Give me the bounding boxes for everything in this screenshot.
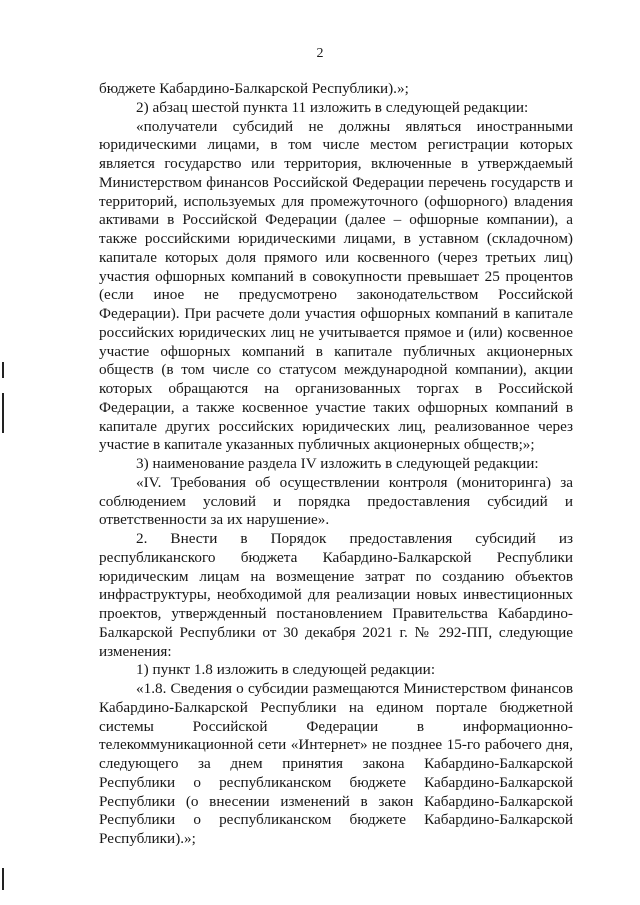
scan-edge-mark xyxy=(2,868,4,890)
paragraph: «получатели субсидий не должны являться иностранными юридическими лицами, в том числе местом регистрации которых является государство или территория, включенные в утверждаемый Министерством финансов Российской Федерации перечень государств и территорий, используемых для промежуточного (офшорного) владения активами в Российской Федерации (далее – офшорные компании), а также российскими юридическими лицами, в уставном (складочном) капитале которых доля прямого или косвенного (через третьих лиц) участия офшорных компаний в совокупности превышает 25 процентов (если иное не предусмотрено законодательством Российской Федерации). При расчете доли участия офшорных компаний в капитале российских юридических лиц не учитывается прямое и (или) косвенное участие офшорных компаний в капитале публичных акционерных обществ (в том числе со статусом международной компании), акции которых обращаются на организованных торгах в Российской Федерации, а также косвенное участие таких офшорных компаний в капитале других российских юридических лиц, реализованное через участие в капитале указанных публичных акционерных обществ;»; xyxy=(99,117,573,454)
paragraph: 3) наименование раздела IV изложить в следующей редакции: xyxy=(136,455,539,472)
paragraph: бюджете Кабардино-Балкарской Республики).»; xyxy=(99,80,409,97)
scan-edge-mark xyxy=(2,362,4,378)
page-number: 2 xyxy=(316,46,324,61)
paragraph: 1) пункт 1.8 изложить в следующей редакции: xyxy=(136,661,436,679)
paragraph: «1.8. Сведения о субсидии размещаются Министерством финансов Кабардино-Балкарской Республики на едином портале бюджетной системы Российской Федерации в информационно-телекоммуникационной сети «Интернет» не позднее 15-го рабочего дня, следующего за днем принятия закона Кабардино-Балкарской Республики о республиканском бюджете Кабардино-Балкарской Республики (о внесении изменений в закон Кабардино-Балкарской Республики о республиканском бюджете Кабардино-Балкарской Республики).»; xyxy=(99,680,573,847)
paragraph: «IV. Требования об осуществлении контроля (мониторинга) за соблюдением условий и порядка предоставления субсидий и ответственности за их нарушение». xyxy=(99,473,573,529)
paragraph: 2. Внести в Порядок предоставления субсидий из республиканского бюджета Кабардино-Балкарской Республики юридическим лицам на возмещение затрат по созданию объектов инфраструктуры, необходимой для реализации новых инвестиционных проектов, утвержденный постановлением Правительства Кабардино-Балкарской Республики от 30 декабря 2021 г. № 292-ПП, следующие изменения: xyxy=(99,530,573,660)
document-body xyxy=(99,80,573,849)
scan-edge-mark xyxy=(2,393,4,433)
paragraph: 2) абзац шестой пункта 11 изложить в следующей редакции: xyxy=(136,98,529,116)
